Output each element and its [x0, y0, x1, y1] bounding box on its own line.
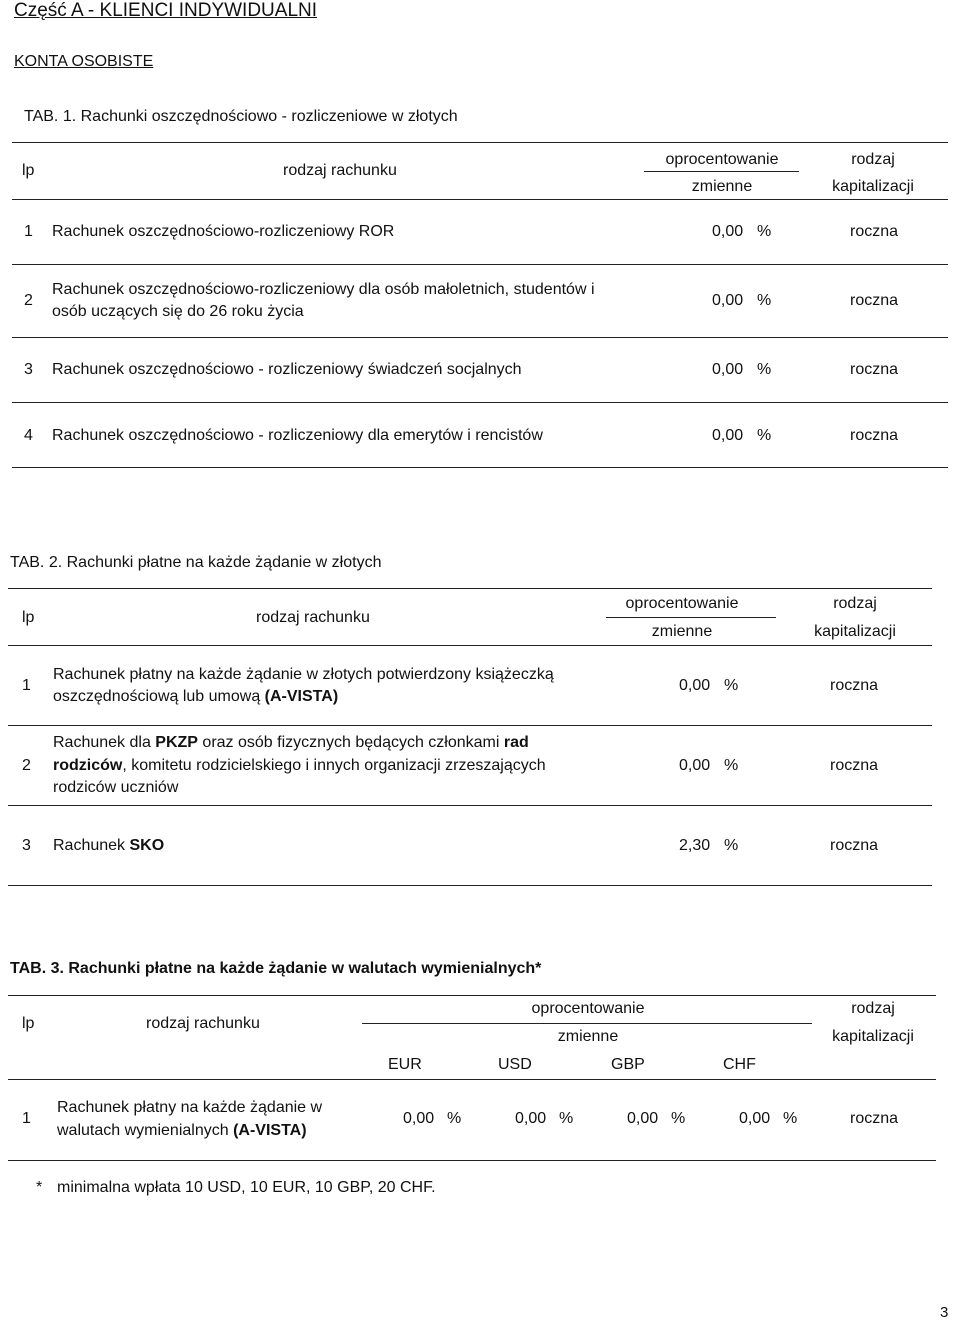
table3-title: TAB. 3. Rachunki płatne na każde żądanie w walutach wymienialnych*	[10, 960, 542, 977]
table1-row2-rule	[12, 337, 948, 338]
row-capitalization: roczna	[850, 292, 899, 309]
row-percent: %	[757, 292, 772, 309]
row-name-line1: Rachunek dla PKZP oraz osób fizycznych będących członkami rad	[53, 734, 529, 751]
row-rate: 0,00	[679, 757, 711, 774]
row-rate: 0,00	[712, 427, 744, 444]
row-capitalization: roczna	[830, 757, 879, 774]
percent-usd: %	[559, 1110, 574, 1127]
table3-header-rate-bottom: zmienne	[557, 1028, 619, 1045]
row-capitalization: roczna	[830, 677, 879, 694]
row-rate: 0,00	[712, 223, 744, 240]
table2-header-type: rodzaj rachunku	[256, 609, 370, 626]
table3-bottom-rule	[8, 1160, 936, 1161]
table1-header-type: rodzaj rachunku	[283, 162, 397, 179]
row-capitalization: roczna	[850, 223, 899, 240]
row-name-line2: rodziców, komitetu rodzicielskiego i innych organizacji zrzeszających	[53, 757, 546, 774]
row-name-line1: Rachunek oszczędnościowo-rozliczeniowy dla osób małoletnich, studentów i	[52, 281, 595, 298]
row-percent: %	[724, 837, 739, 854]
rate-chf: 0,00	[739, 1110, 771, 1127]
page-number: 3	[940, 1304, 949, 1321]
table2-header-rate-top: oprocentowanie	[625, 595, 739, 612]
row-name-line2: walutach wymienialnych (A-VISTA)	[57, 1122, 307, 1139]
table1-header-rate-bottom: zmienne	[691, 178, 753, 195]
row-lp: 4	[24, 427, 33, 444]
part-title: Część A - KLIENCI INDYWIDUALNI	[14, 0, 318, 21]
table2-header-cap-bottom: kapitalizacji	[814, 623, 896, 640]
section-title: KONTA OSOBISTE	[14, 53, 154, 70]
row-lp: 1	[24, 223, 33, 240]
percent-gbp: %	[671, 1110, 686, 1127]
row-percent: %	[757, 223, 772, 240]
currency-eur: EUR	[388, 1056, 422, 1073]
footnote-mark: *	[36, 1179, 43, 1196]
table1-header-rate-rule	[644, 171, 799, 172]
table1-header-lp: lp	[22, 162, 35, 179]
table3-top-rule	[8, 995, 936, 996]
row-percent: %	[757, 427, 772, 444]
currency-gbp: GBP	[611, 1056, 645, 1073]
table2-bottom-rule	[8, 885, 932, 886]
row-name: Rachunek oszczędnościowo - rozliczeniowy świadczeń socjalnych	[52, 361, 522, 378]
table3-header-rule	[8, 1079, 936, 1080]
row-capitalization: roczna	[850, 361, 899, 378]
table1-header-cap-bottom: kapitalizacji	[832, 178, 914, 195]
table2-top-rule	[8, 588, 932, 589]
percent-eur: %	[447, 1110, 462, 1127]
row-lp: 3	[22, 837, 31, 854]
table3-header-type: rodzaj rachunku	[146, 1015, 260, 1032]
row-capitalization: roczna	[850, 1110, 899, 1127]
row-rate: 2,30	[679, 837, 711, 854]
table3-header-cap-bottom: kapitalizacji	[832, 1028, 914, 1045]
rate-usd: 0,00	[515, 1110, 547, 1127]
row-name-line1: Rachunek płatny na każde żądanie w	[57, 1099, 323, 1116]
table3-header-rate-top: oprocentowanie	[531, 1000, 645, 1017]
row-lp: 2	[22, 757, 31, 774]
table1-row3-rule	[12, 402, 948, 403]
row-name-line2: osób uczących się do 26 roku życia	[52, 303, 304, 320]
table1-title: TAB. 1. Rachunki oszczędnościowo - rozliczeniowe w złotych	[24, 108, 458, 125]
table3-header-rate-rule	[362, 1023, 812, 1024]
row-percent: %	[757, 361, 772, 378]
row-name-line3: rodziców uczniów	[53, 779, 179, 796]
table2-header-rate-bottom: zmienne	[651, 623, 713, 640]
row-lp: 1	[22, 1110, 31, 1127]
footnote-text: minimalna wpłata 10 USD, 10 EUR, 10 GBP, 20 CHF.	[57, 1179, 436, 1196]
table2-title: TAB. 2. Rachunki płatne na każde żądanie w złotych	[10, 554, 382, 571]
table1-top-rule	[12, 142, 948, 143]
table1-bottom-rule	[12, 467, 948, 468]
row-capitalization: roczna	[850, 427, 899, 444]
row-lp: 1	[22, 677, 31, 694]
currency-usd: USD	[498, 1056, 532, 1073]
row-name: Rachunek oszczędnościowo-rozliczeniowy ROR	[52, 223, 395, 240]
table1-header-rule	[12, 199, 948, 200]
row-name: Rachunek oszczędnościowo - rozliczeniowy dla emerytów i rencistów	[52, 427, 543, 444]
table2-header-rate-rule	[606, 617, 776, 618]
row-name: Rachunek SKO	[53, 837, 165, 854]
row-lp: 3	[24, 361, 33, 378]
table1-header-cap-top: rodzaj	[851, 151, 895, 168]
table2-row1-rule	[8, 725, 932, 726]
table3-header-lp: lp	[22, 1015, 35, 1032]
row-lp: 2	[24, 292, 33, 309]
table2-header-rule	[8, 645, 932, 646]
row-name-line2: oszczędnościową lub umową (A-VISTA)	[53, 688, 339, 705]
row-rate: 0,00	[712, 292, 744, 309]
table2-row2-rule	[8, 805, 932, 806]
row-rate: 0,00	[679, 677, 711, 694]
rate-gbp: 0,00	[627, 1110, 659, 1127]
row-rate: 0,00	[712, 361, 744, 378]
row-capitalization: roczna	[830, 837, 879, 854]
percent-chf: %	[783, 1110, 798, 1127]
table2-header-cap-top: rodzaj	[833, 595, 877, 612]
row-name-line1: Rachunek płatny na każde żądanie w złotych potwierdzony książeczką	[53, 666, 554, 683]
table1-header-rate-top: oprocentowanie	[665, 151, 779, 168]
table2-header-lp: lp	[22, 609, 35, 626]
row-percent: %	[724, 757, 739, 774]
currency-chf: CHF	[723, 1056, 756, 1073]
rate-eur: 0,00	[403, 1110, 435, 1127]
row-percent: %	[724, 677, 739, 694]
table3-header-cap-top: rodzaj	[851, 1000, 895, 1017]
table1-row1-rule	[12, 264, 948, 265]
